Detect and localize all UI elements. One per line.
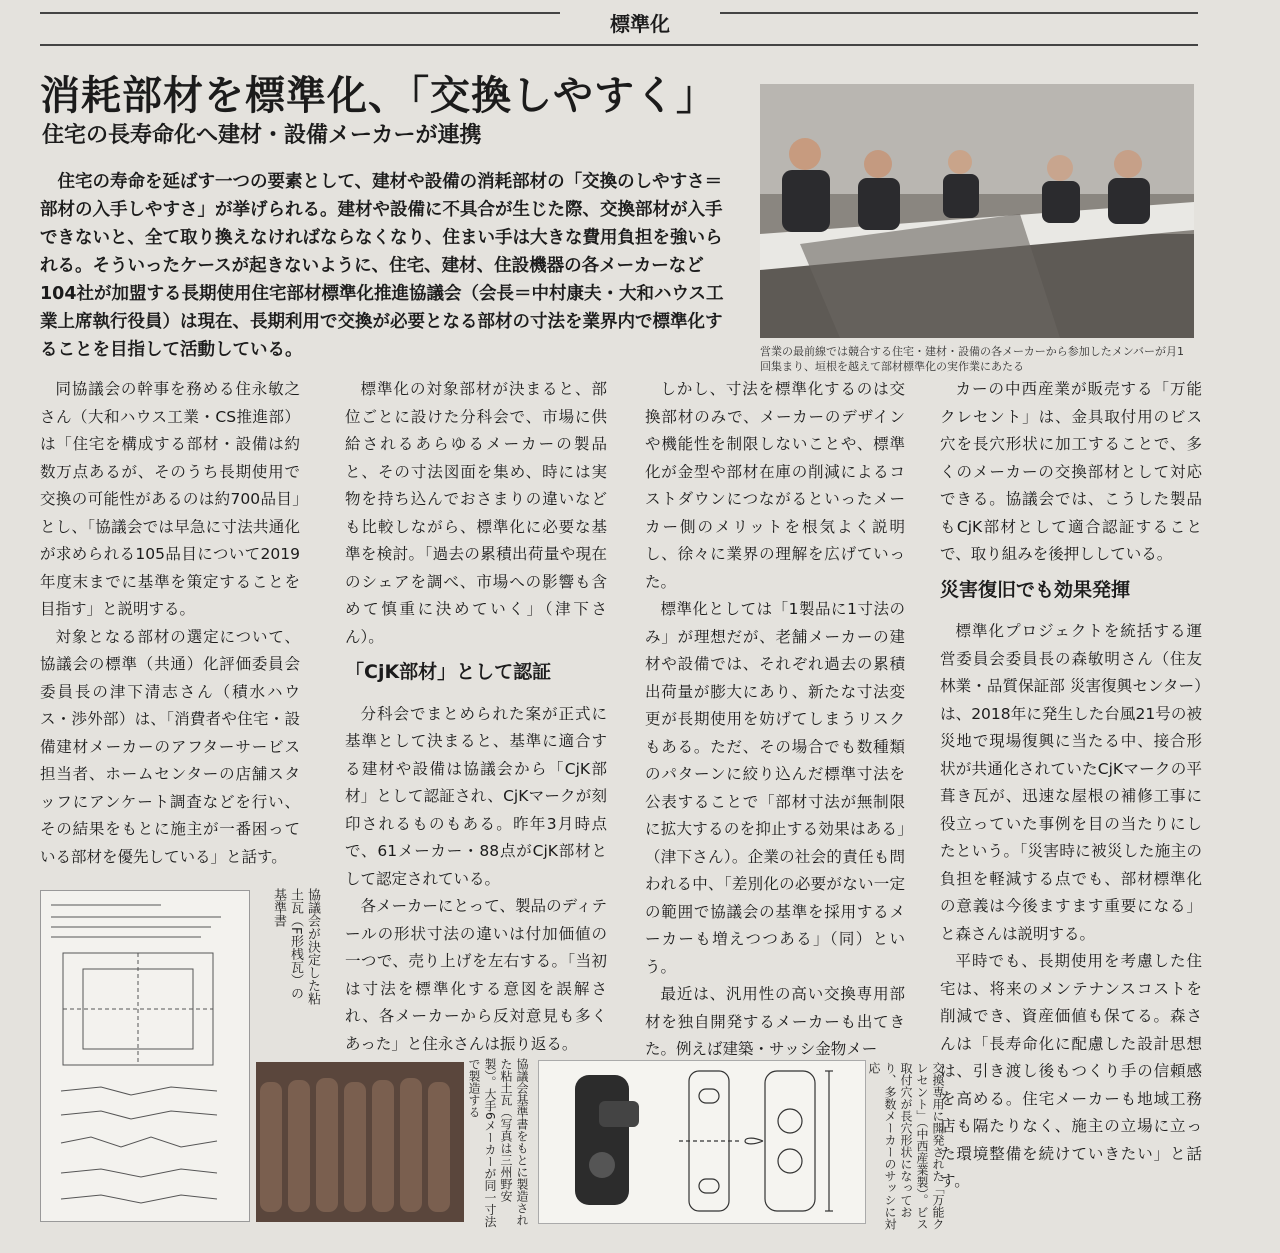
col3-paragraph-3: 最近は、汎用性の高い交換専用部材を独自開発するメーカーも出てきた。例えば建築・サッシ金物メー: [645, 985, 905, 1058]
standard-document-drawing: [41, 891, 249, 1221]
crescent-lock-drawing: [539, 1061, 865, 1223]
col4-paragraph-3: 平時でも、長期使用を考慮した住宅は、将来のメンテナンスコストを削減でき、資産価値も保てる。森さんは「長寿命化に配慮した設計思想は、引き渡し後もつくり手の信頼感を高める。住宅メーカーも地域工務店も隔たりなく、施主の立場に立った環境整備を続けていきたい」と話す。: [940, 952, 1202, 1190]
column-3: [645, 376, 905, 1064]
col3-paragraph-1: しかし、寸法を標準化するのは交換部材のみで、メーカーのデザインや機能性を制限しないことや、標準化が金型や部材在庫の削減によるコストダウンにつながるといったメーカー側のメリットを根気よく説明し、徐々に業界の理解を広げていった。: [645, 380, 905, 591]
clay-tile-photo: [256, 1062, 464, 1222]
meeting-photo-illustration: [760, 84, 1194, 338]
column-1: [40, 376, 300, 871]
document-figure-caption: 協議会が決定した粘土瓦（F形桟瓦）の基準書: [271, 888, 320, 1005]
meeting-photo: [760, 84, 1194, 338]
col4-paragraph-2: 標準化プロジェクトを統括する運営委員会委員長の森敏明さん（住友林業・品質保証部 災害復興センター）は、2018年に発生した台風21号の被災地で現場復興に当たる中、接合形状が共通化されていたCjKマークの平葺き瓦が、迅速な屋根の補修工事に役立っていた事例を目の当たりにしたという。「災害時に被災した施主の負担を軽減する点でも、部材標準化の意義は今後ますます重要になる」と森さんは説明する。: [940, 622, 1202, 943]
column-2: [345, 376, 607, 1058]
tile-photo-caption: 協議会基準書をもとに製造された粘土瓦（写真は三州野安製）。大手6メーカーが同一寸法で製造する: [467, 1058, 529, 1228]
crescent-lock-figure: [538, 1060, 866, 1224]
headline: 消耗部材を標準化、「交換しやすく」: [40, 73, 717, 119]
col1-paragraph-2: 対象となる部材の選定について、協議会の標準（共通）化評価委員会委員長の津下清志さん（積水ハウス・渉外部）は、「消費者や住宅・設備建材メーカーのアフターサービス担当者、ホームセンターの店舗スタッフにアンケート調査などを行い、その結果をもとに施主が一番困っている部材を優先している」と話す。: [40, 627, 300, 866]
col1-paragraph-1: 同協議会の幹事を務める住永敏之さん（大和ハウス工業・CS推進部）は「住宅を構成する部材・設備は約数万点あるが、そのうち長期使用で交換の可能性があるのは約700品目」とし、「協議会では早急に寸法共通化が求められる105品目について2019年度末までに基準を策定することを目指す」と説明する。: [40, 380, 300, 618]
col4-paragraph-1: カーの中西産業が販売する「万能クレセント」は、金具取付用のビス穴を長穴形状に加工することで、多くのメーカーの交換部材として対応できる。協議会では、こうした製品もCjK部材として適合認証することで、取り組みを後押ししている。: [940, 380, 1202, 563]
col4-subheading: 災害復旧でも効果発揮: [940, 578, 1131, 601]
photo-caption: 営業の最前線では競合する住宅・建材・設備の各メーカーから参加したメンバーが月1回集まり、垣根を越えて部材標準化の実作業にあたる: [760, 345, 1185, 373]
standard-document-figure: [40, 890, 250, 1222]
section-label: 標準化: [560, 8, 720, 37]
crescent-lock-caption: 交換専用に開発された「万能クレセント」（中西産業製）。ビス取付穴が長穴形状になっており、多数メーカーのサッシに対応: [867, 1062, 945, 1230]
col2-paragraph-2: 分科会でまとめられた案が正式に基準として決まると、基準に適合する建材や設備は協議会から「CjK部材」として認証され、CjKマークが刻印されるものもある。昨年3月時点で、61メーカー・88点がCjK部材として認定されている。: [345, 704, 607, 888]
col3-paragraph-2: 標準化としては「1製品に1寸法のみ」が理想だが、老舗メーカーの建材や設備では、それぞれ過去の累積出荷量が膨大にあり、新たな寸法変更が長期使用を妨げてしまうリスクもある。ただ、その場合でも数種類のパターンに絞り込んだ標準寸法を公表することで「部材寸法が無制限に拡大するのを抑止する効果はある」（津下さん）。企業の社会的責任も問われる中、「差別化の必要がない一定の範囲で協議会の基準を採用するメーカーも増えつつある」（同）という。: [645, 600, 905, 976]
lead-paragraph: 住宅の寿命を延ばす一つの要素として、建材や設備の消耗部材の「交換のしやすさ＝部材の入手しやすさ」が挙げられる。建材や設備に不具合が生じた際、交換部材が入手できないと、全て取り換えなければならなくなり、住まい手は大きな費用負担を強いられる。そういったケースが起きないように、住宅、建材、住設機器の各メーカーなど104社が加盟する長期使用住宅部材標準化推進協議会（会長＝中村康夫・大和ハウス工業上席執行役員）は現在、長期利用で交換が必要となる部材の寸法を業界内で標準化することを目指して活動している。: [40, 172, 724, 360]
col2-subheading: 「CjK部材」として認証: [345, 661, 552, 683]
clay-tile-illustration: [256, 1062, 464, 1222]
col2-paragraph-1: 標準化の対象部材が決まると、部位ごとに設けた分科会で、市場に供給されるあらゆるメーカーの製品と、その寸法図面を集め、時には実物を持ち込んでおさまりの違いなども比較しながら、標準化に必要な基準を検討。「過去の累積出荷量や現在のシェアを調べ、市場への影響も含めて慎重に決めていく」（津下さん）。: [345, 380, 607, 646]
subheadline: 住宅の長寿命化へ建材・設備メーカーが連携: [42, 123, 482, 148]
column-4: [940, 376, 1202, 1196]
col2-paragraph-3: 各メーカーにとって、製品のディテールの形状寸法の違いは付加価値の一つで、売り上げを左右する。「当初は寸法を標準化する意図を誤解され、各メーカーから反対意見も多くあった」と住永さんは振り返る。: [345, 897, 607, 1053]
